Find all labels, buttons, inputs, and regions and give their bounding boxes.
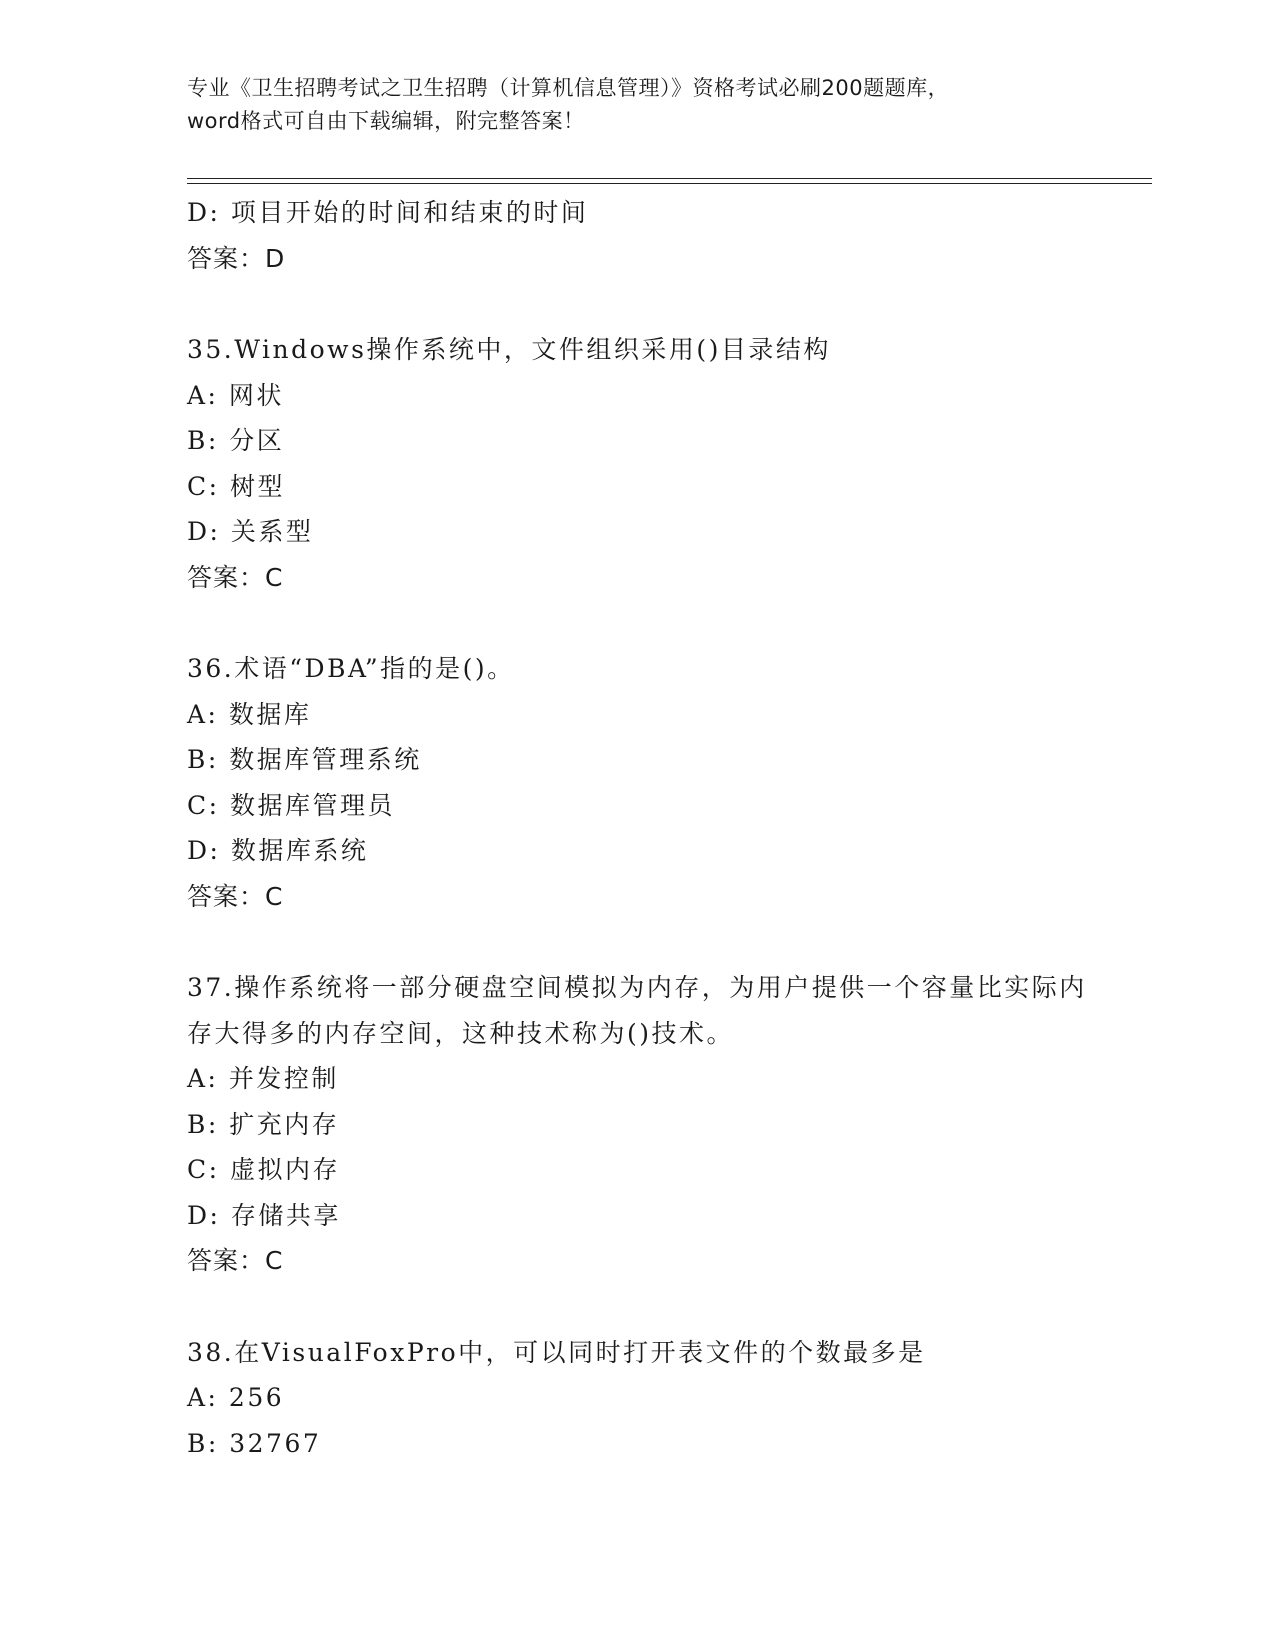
question-37 [187,965,1087,1284]
question-title: 36.术语“DBA”指的是()。 [187,654,515,683]
option-d: D: 关系型 [187,517,314,546]
header-divider-bottom [187,183,1152,184]
previous-question-tail [187,190,1087,281]
option-a: A: 数据库 [187,699,312,729]
option-d: D: 项目开始的时间和结束的时间 [187,198,589,227]
option-a: A: 网状 [187,380,284,410]
question-list [187,190,1087,1466]
question-title: 37.操作系统将一部分硬盘空间模拟为内存，为用户提供一个容量比实际内存大得多的内存空间，这种技术称为()技术。 [187,973,1087,1048]
header-line-2: word格式可自由下载编辑，附完整答案！ [187,109,585,133]
option-d: D: 存储共享 [187,1200,341,1230]
answer: 答案：C [187,881,284,911]
option-a: A: 256 [187,1383,285,1412]
option-c: C: 树型 [187,471,285,501]
option-b: B: 数据库管理系统 [187,745,422,774]
answer: 答案：D [187,243,286,273]
question-title: 38.在VisualFoxPro中，可以同时打开表文件的个数最多是 [187,1337,926,1367]
header-divider-top [187,178,1152,179]
header-line-1: 专业《卫生招聘考试之卫生招聘（计算机信息管理）》资格考试必刷200题题库， [187,76,950,100]
question-35 [187,327,1087,600]
option-b: B: 分区 [187,426,285,455]
question-38 [187,1330,1087,1467]
question-36 [187,646,1087,919]
option-c: C: 数据库管理员 [187,790,395,820]
document-header [187,72,1087,138]
option-a: A: 并发控制 [187,1064,339,1093]
option-d: D: 数据库系统 [187,836,369,865]
option-b: B: 32767 [187,1428,322,1458]
option-c: C: 虚拟内存 [187,1155,340,1184]
option-b: B: 扩充内存 [187,1109,340,1139]
answer: 答案：C [187,562,284,592]
question-title: 35.Windows操作系统中，文件组织采用()目录结构 [187,335,831,364]
answer: 答案：C [187,1246,284,1275]
